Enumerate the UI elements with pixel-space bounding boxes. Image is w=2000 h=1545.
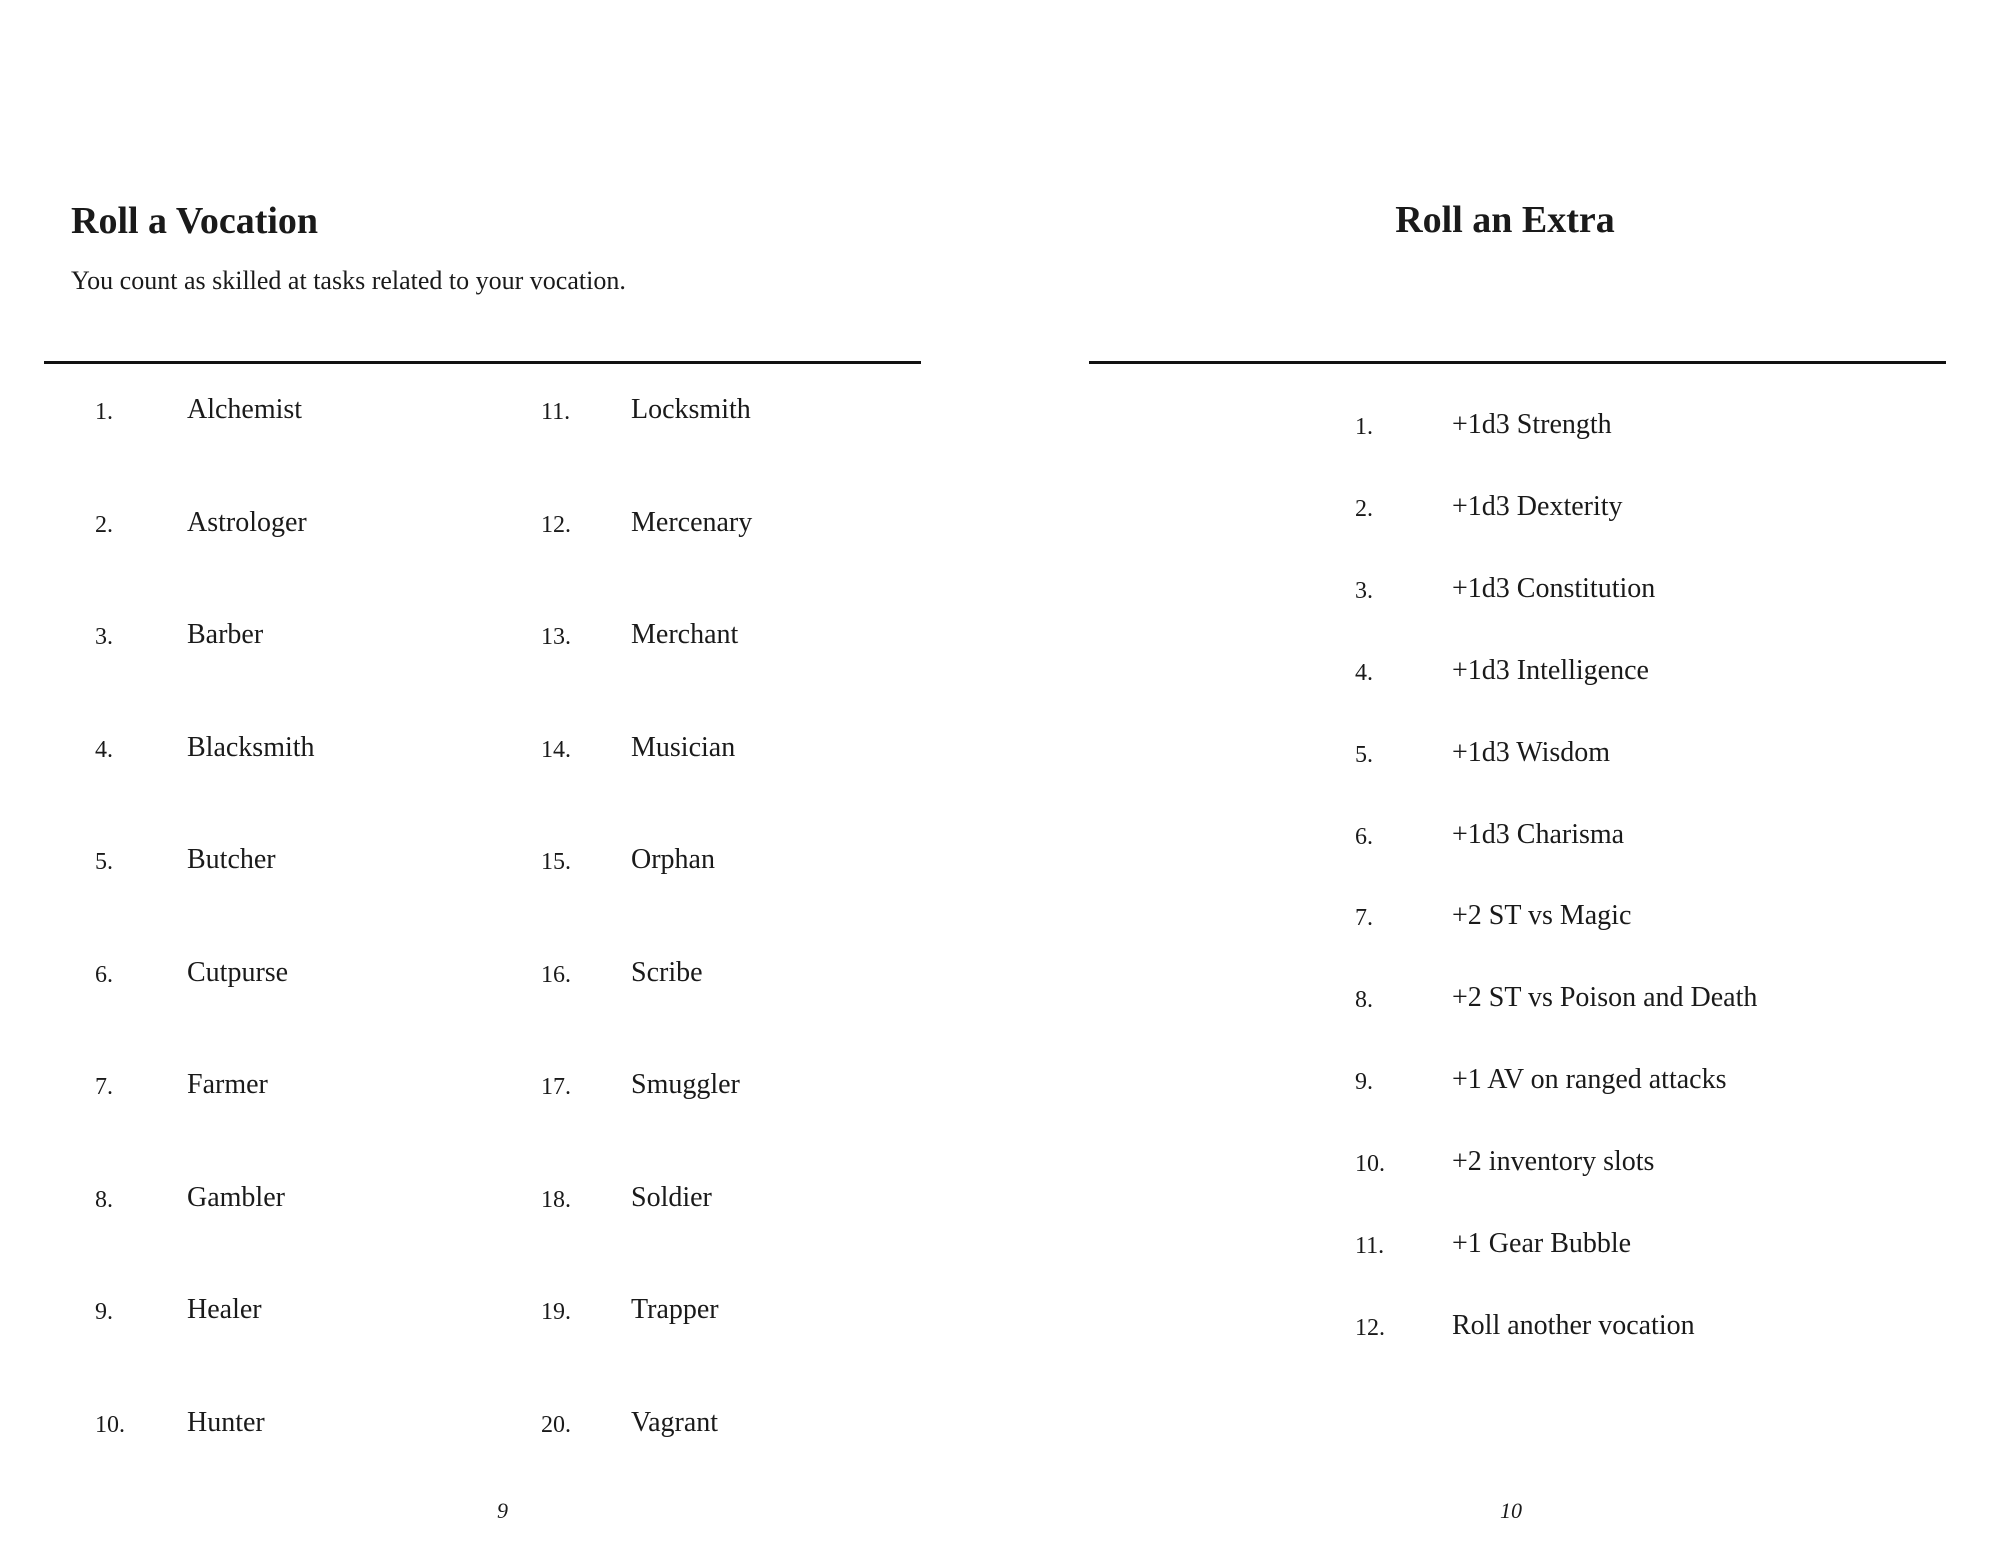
- item-number: 2.: [95, 511, 113, 538]
- item-number: 8.: [1355, 987, 1373, 1014]
- item-label: Astrologer: [187, 506, 307, 538]
- item-number: 5.: [1355, 741, 1373, 768]
- item-label: Soldier: [631, 1181, 712, 1213]
- item-number: 6.: [1355, 823, 1373, 850]
- divider-rule: [44, 361, 921, 364]
- right-page: [1000, 0, 2000, 1545]
- page-number: 9: [497, 1498, 508, 1523]
- item-number: 17.: [541, 1074, 571, 1100]
- item-number: 3.: [95, 624, 113, 650]
- page-title: Roll an Extra: [1395, 199, 1615, 241]
- item-number: 2.: [1355, 495, 1373, 522]
- item-number: 11.: [541, 399, 571, 425]
- item-number: 4.: [1355, 659, 1373, 686]
- item-number: 20.: [541, 1411, 571, 1438]
- item-label: +2 ST vs Magic: [1452, 900, 1632, 932]
- item-label: Smuggler: [631, 1069, 740, 1100]
- item-number: 12.: [541, 511, 571, 538]
- divider-rule: [1089, 361, 1946, 364]
- item-label: +1d3 Wisdom: [1452, 736, 1611, 768]
- item-number: 13.: [541, 624, 571, 650]
- item-label: +1 Gear Bubble: [1452, 1228, 1632, 1259]
- item-number: 5.: [95, 849, 113, 875]
- item-number: 9.: [95, 1299, 113, 1325]
- item-label: Musician: [631, 731, 736, 763]
- item-label: +2 ST vs Poison and Death: [1452, 982, 1758, 1014]
- item-number: 9.: [1355, 1069, 1373, 1096]
- item-label: Hunter: [187, 1406, 265, 1438]
- item-label: +2 inventory slots: [1452, 1146, 1655, 1178]
- item-number: 16.: [541, 961, 571, 988]
- item-label: Butcher: [187, 844, 276, 875]
- item-number: 7.: [1355, 905, 1373, 932]
- item-label: Farmer: [187, 1069, 268, 1100]
- page-title: Roll a Vocation: [71, 200, 319, 242]
- item-number: 10.: [95, 1411, 125, 1438]
- item-number: 14.: [541, 736, 571, 763]
- item-label: Locksmith: [631, 394, 751, 425]
- item-label: Cutpurse: [187, 956, 289, 988]
- item-number: 3.: [1355, 577, 1373, 604]
- item-label: +1d3 Charisma: [1452, 818, 1625, 850]
- item-label: Gambler: [187, 1181, 285, 1213]
- item-label: Trapper: [631, 1294, 719, 1325]
- item-label: Orphan: [631, 844, 715, 875]
- item-label: Mercenary: [631, 506, 753, 538]
- item-label: Healer: [187, 1294, 262, 1325]
- item-number: 7.: [95, 1074, 113, 1100]
- item-number: 18.: [541, 1186, 571, 1213]
- item-label: Blacksmith: [187, 731, 315, 763]
- item-number: 8.: [95, 1186, 113, 1213]
- item-label: +1d3 Dexterity: [1452, 490, 1623, 522]
- item-label: Barber: [187, 619, 264, 650]
- item-label: +1 AV on ranged attacks: [1452, 1064, 1727, 1096]
- item-number: 1.: [95, 399, 113, 425]
- item-number: 11.: [1355, 1233, 1385, 1259]
- item-label: Roll another vocation: [1452, 1309, 1695, 1341]
- item-number: 15.: [541, 849, 571, 875]
- item-number: 6.: [95, 961, 113, 988]
- page-number: 10: [1500, 1498, 1522, 1523]
- item-number: 19.: [541, 1299, 571, 1325]
- intro-text: You count as skilled at tasks related to your vocation.: [71, 266, 626, 295]
- item-label: Merchant: [631, 619, 739, 650]
- item-label: Vagrant: [631, 1406, 719, 1438]
- item-label: Alchemist: [187, 394, 303, 425]
- item-number: 4.: [95, 736, 113, 763]
- item-label: +1d3 Constitution: [1452, 572, 1656, 604]
- item-label: Scribe: [631, 956, 703, 988]
- item-number: 12.: [1355, 1314, 1385, 1341]
- item-number: 1.: [1355, 414, 1373, 440]
- item-label: +1d3 Intelligence: [1452, 654, 1649, 686]
- item-label: +1d3 Strength: [1452, 409, 1612, 440]
- item-number: 10.: [1355, 1151, 1385, 1178]
